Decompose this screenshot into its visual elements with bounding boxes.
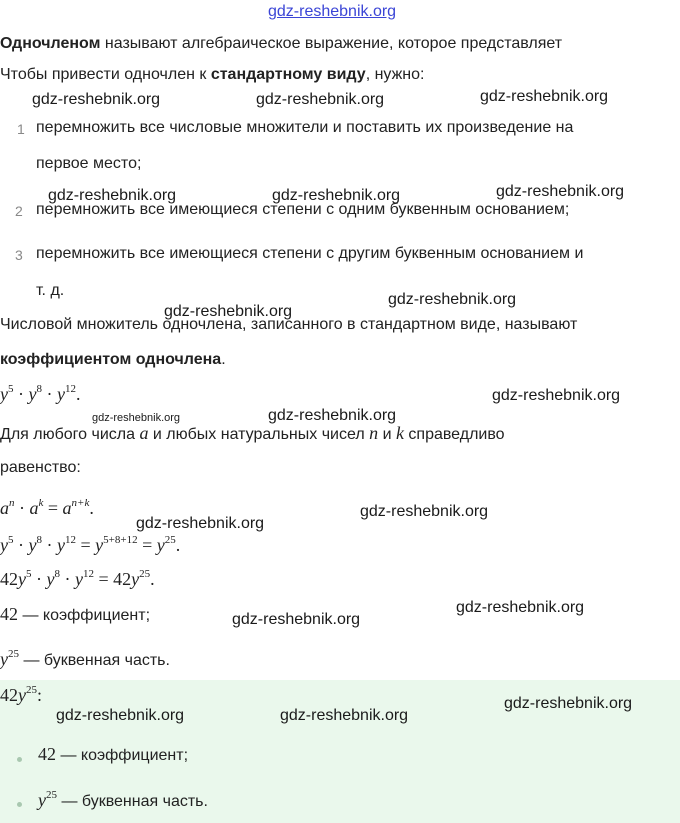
step-text: первое место;: [36, 155, 142, 172]
step-text: перемножить все имеющиеся степени с другим буквенным основанием и: [36, 245, 584, 262]
step-number: 3: [15, 247, 23, 263]
summary-heading: $42y^{25}$:: [0, 684, 43, 705]
example-expression: $y^5 \cdot y^8 \cdot y^{12}$.: [0, 383, 81, 404]
watermark: gdz-reshebnik.org: [272, 187, 401, 204]
summary-item: $y^{25}$ — буквенная часть.: [38, 789, 208, 810]
step-text: перемножить все числовые множители и поставить их произведение на: [36, 119, 574, 136]
watermark: gdz-reshebnik.org: [164, 303, 293, 320]
standard-form-term: стандартному виду: [210, 66, 366, 83]
coefficient-definition: Числовой множитель одночлена, записанного в стандартном виде, называют: [0, 316, 578, 333]
intro-text: называют алгебраическое выражение, которое представляет: [100, 35, 563, 52]
coefficient-term-line: [0, 351, 226, 369]
watermark: gdz-reshebnik.org: [256, 91, 385, 108]
watermark: gdz-reshebnik.org: [136, 515, 265, 532]
letter-part: $y^{25}$ — буквенная часть.: [0, 648, 170, 669]
watermark: gdz-reshebnik.org: [360, 503, 489, 520]
rule-statement-line2: равенство:: [0, 459, 81, 476]
standard-form-post: , нужно:: [365, 66, 425, 83]
watermark: gdz-reshebnik.org: [56, 707, 185, 724]
bullet-icon: [17, 757, 22, 762]
intro-paragraph: [0, 35, 562, 53]
term-monomial: Одночленом: [0, 35, 101, 52]
summary-item: 42 — коэффициент;: [38, 744, 189, 764]
watermark: gdz-reshebnik.org: [504, 695, 633, 712]
calculation-powers: $y^5 \cdot y^8 \cdot y^{12} = y^{5+8+12} = y^{25}$.: [0, 534, 181, 555]
coefficient-part: 42 — коэффициент;: [0, 604, 151, 624]
watermark: gdz-reshebnik.org: [492, 387, 621, 404]
step-number: 1: [17, 121, 25, 137]
watermark: gdz-reshebnik.org: [268, 407, 397, 424]
watermark: gdz-reshebnik.org: [388, 291, 517, 308]
calculation-standard-form: $42y^5 \cdot y^8 \cdot y^{12} = 42y^{25}$.: [0, 568, 155, 589]
watermark: gdz-reshebnik.org: [480, 88, 609, 105]
watermark: gdz-reshebnik.org: [32, 91, 161, 108]
watermark: gdz-reshebnik.org: [92, 412, 181, 424]
coefficient-term: коэффициентом одночлена: [0, 351, 222, 368]
watermark: gdz-reshebnik.org: [456, 599, 585, 616]
watermark-top-link[interactable]: gdz-reshebnik.org: [268, 3, 397, 20]
coefficient-term-end: .: [221, 351, 226, 368]
step-number: 2: [15, 203, 23, 219]
step-text: т. д.: [36, 282, 65, 299]
watermark: gdz-reshebnik.org: [232, 611, 361, 628]
watermark: gdz-reshebnik.org: [48, 187, 177, 204]
watermark: gdz-reshebnik.org: [496, 183, 625, 200]
standard-form-pre: Чтобы привести одночлен к: [0, 66, 211, 83]
rule-statement: Для любого числа a и любых натуральных чисел n и k справедливо: [0, 423, 505, 443]
step-text: перемножить все имеющиеся степени с одним буквенным основанием;: [36, 201, 570, 218]
bullet-icon: [17, 802, 22, 807]
standard-form-paragraph: [0, 66, 424, 84]
power-product-formula: $a^n \cdot a^k = a^{n+k}$.: [0, 497, 94, 518]
watermark: gdz-reshebnik.org: [280, 707, 409, 724]
